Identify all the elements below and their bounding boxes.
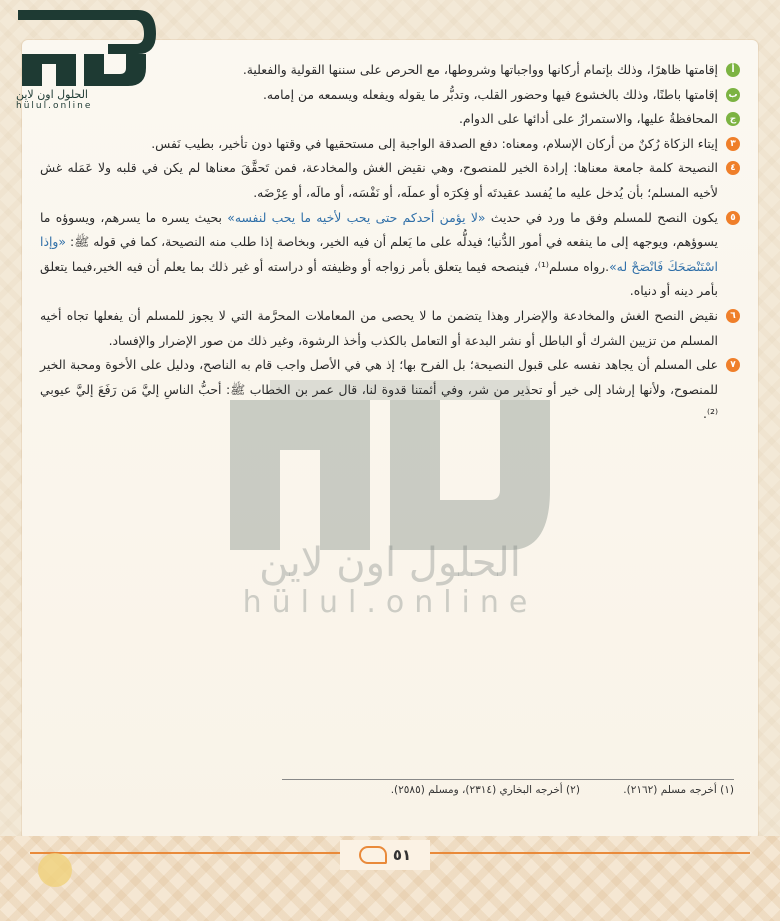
list-item [40,107,740,132]
item-marker: ٣ [726,137,740,151]
item-marker: أ [726,63,740,77]
hadith-quote: «وإذا اسْتَنْصَحَكَ فَانْصَحْ له» [40,234,718,274]
footnotes [280,784,734,796]
item-text: إقامتها باطنًا، وذلك بالخشوع فيها وحضور القلب، وتدبُّر ما يقوله ويفعله ويسمعه من إمامه. [262,86,718,102]
item-marker: ٧ [726,358,740,372]
item-marker: ب [726,88,740,102]
page-content [40,58,740,427]
logo-arabic-text: الحلول اون لاين [16,88,88,101]
list-item [40,83,740,108]
item-text: إيتاء الزكاة رُكنٌ من أركان الإسلام، ومعناه: دفع الصدقة الواجبة إلى مستحقيها في وقتها دون تأخير، بطيب نَفس. [151,135,718,151]
watermark-arabic: الحلول اون لاين [259,540,521,586]
ornament-icon [359,846,387,864]
list-item [40,58,740,83]
footnote: (٢) أخرجه البخاري (٢٣١٤)، ومسلم (٢٥٨٥). [390,784,580,796]
item-marker: ٤ [726,161,740,175]
list-item [40,304,740,353]
footnote-divider [282,779,734,780]
item-text: المحافظةُ عليها، والاستمرارُ على أدائها على الدوام. [458,111,718,127]
watermark-latin: hülul.online [242,585,538,620]
hadith-quote: «لا يؤمن أحدكم حتى يحب لأخيه ما يحب لنفسه» [227,209,486,225]
item-text-part2: بحيث يسره ما يسرهم، ويسوؤه ما يسوؤهم، ويوجهه إلى ما ينفعه في أمور الدُّنيا؛ فيدلُّه على ما يَعلم أن فيه الخير، وبخاصة إذا طلب منه النصيحة، كما في قوله ﷺ: [40,209,718,250]
list-item [40,156,740,205]
item-text: على المسلم أن يجاهد نفسه على قبول النصيحة؛ بل الفرح بها؛ إذ هي في الأصل واجب قام به الناصح، ودليل على الأخوة ومحبة الخير للمنصوح، ولأنها إرشاد إلى خير أو تحذير من شر، وفي أئمتنا قدوة لنا، قال عمر بن الخطاب ﷺ: أحبُّ الناسِ إليَّ مَن رَفَعَ إليَّ عيوبي ⁽²⁾. [40,357,718,422]
item-text: إقامتها ظاهرًا، وذلك بإتمام أركانها وواجباتها وشروطها، مع الحرص على سننها القولية والفعلية. [242,62,718,77]
item-marker: ج [726,112,740,126]
item-text: نقيض النصح الغش والمخادعة والإضرار وهذا يتضمن ما لا يحصى من المعاملات المحرَّمة التي لا يجوز للمسلم أن يفعلها تجاه أخيه المسلم من تزيين الشرك أو الباطل أو نشر البدعة أو التعامل بالكذب وأخذ الرشوة، وغير ذلك من صور الإضرار والإفساد. [40,307,718,348]
page-number-box [340,840,430,870]
item-marker: ٦ [726,309,740,323]
item-marker: ٥ [726,211,740,225]
page-number: ٥١ [392,846,412,864]
list-item [40,206,740,304]
list-item [40,132,740,157]
list-item [40,353,740,427]
footnote: (١) أخرجه مسلم (٢١٦٢). [623,784,734,796]
item-text-part1: يكون النصح للمسلم وفق ما ورد في حديث [490,209,718,225]
item-text-part3: .رواه مسلم⁽¹⁾، فينصحه فيما يتعلق بأمر زواجه أو وظيفته أو دراسته أو غير ذلك بما يعلم أن فيه الخير،فيما يتعلق بأمر دينه أو دنياه. [40,258,718,299]
item-text: النصيحة كلمة جامعة معناها: إرادة الخير للمنصوح، وهي نقيض الغش والمخادعة، فمن تَحقَّقَ معناها لم يكن في قلبه ولا عَمَله غش لأخيه المسلم؛ بأن يُدخل عليه ما يُفسد عقيدتَه أو فِكرَه أو عملَه، أو نَفْسَه، أو مالَه، أو عِرْضَه. [40,160,718,200]
corner-badge-icon [38,853,72,887]
logo-latin-text: hülul.online [16,101,93,111]
